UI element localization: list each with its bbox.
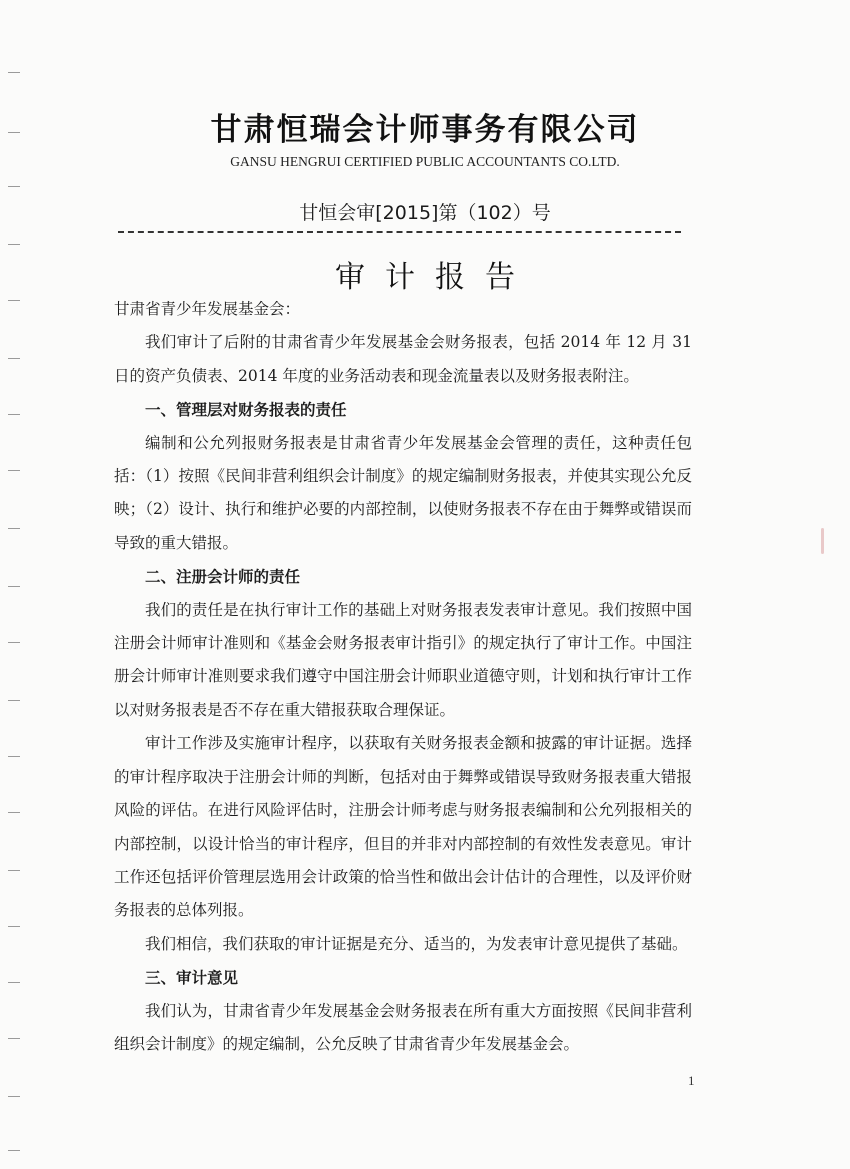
binding-tick [8,926,20,927]
binding-tick [8,300,20,301]
binding-tick [8,1150,20,1151]
binding-tick [8,982,20,983]
binding-tick [8,72,20,73]
section-heading: 二、注册会计师的责任 [145,567,301,587]
company-name-cn: 甘肃恒瑞会计师事务有限公司 [210,112,640,148]
intro-paragraph: 我们审计了后附的甘肃省青少年发展基金会财务报表，包括 2014 年 12 月 31 日的资产负债表、2014 年度的业务活动表和现金流量表以及财务报表附注。 [114,333,692,385]
report-number: 甘恒会审[2015]第（102）号 [299,202,551,224]
binding-tick [8,470,20,471]
binding-tick [8,358,20,359]
section-heading: 一、管理层对财务报表的责任 [145,400,347,420]
binding-tick [8,586,20,587]
binding-tick [8,870,20,871]
paragraph: 我们相信，我们获取的审计证据是充分、适当的，为发表审计意见提供了基础。 [145,934,688,953]
section-heading: 三、审计意见 [145,968,239,988]
binding-tick [8,186,20,187]
binding-tick [8,1038,20,1039]
binding-tick [8,528,20,529]
binding-tick [8,812,20,813]
salutation: 甘肃省青少年发展基金会： [114,300,301,318]
binding-tick [8,1096,20,1097]
paragraph: 我们的责任是在执行审计工作的基础上对财务报表发表审计意见。我们按照中国注册会计师审计准则和《基金会财务报表审计指引》的规定执行了审计工作。中国注册会计师审计准则要求我们遵守中国注册会计师职业道德守则，计划和执行审计工作以对财务报表是否不存在重大错报获取合理保证。 [114,600,692,719]
binding-margin [0,0,34,1169]
paragraph: 审计工作涉及实施审计程序，以获取有关财务报表金额和披露的审计证据。选择的审计程序取决于注册会计师的判断，包括对由于舞弊或错误导致财务报表重大错报风险的评估。在进行风险评估时，注册会计师考虑与财务报表编制和公允列报相关的内部控制，以设计恰当的审计程序，但目的并非对内部控制的有效性发表意见。审计工作还包括评价管理层选用会计政策的恰当性和做出会计估计的合理性，以及评价财务报表的总体列报。 [114,734,692,920]
binding-tick [8,244,20,245]
report-body [114,293,692,1061]
binding-tick [8,642,20,643]
binding-tick [8,700,20,701]
paragraph: 我们认为，甘肃省青少年发展基金会财务报表在所有重大方面按照《民间非营利组织会计制度》的规定编制，公允反映了甘肃省青少年发展基金会。 [114,1001,692,1053]
header-divider [118,231,681,233]
binding-tick [8,756,20,757]
document-title: 审计报告 [335,260,535,295]
page-number: 1 [688,1073,695,1088]
paragraph: 编制和公允列报财务报表是甘肃省青少年发展基金会管理的责任，这种责任包括：（1）按照《民间非营利组织会计制度》的规定编制财务报表，并使其实现公允反映；（2）设计、执行和维护必要的内部控制，以使财务报表不存在由于舞弊或错误而导致的重大错报。 [114,433,692,552]
scan-mark [821,528,824,554]
binding-tick [8,414,20,415]
company-name-en: GANSU HENGRUI CERTIFIED PUBLIC ACCOUNTANTS CO.LTD. [230,154,620,169]
